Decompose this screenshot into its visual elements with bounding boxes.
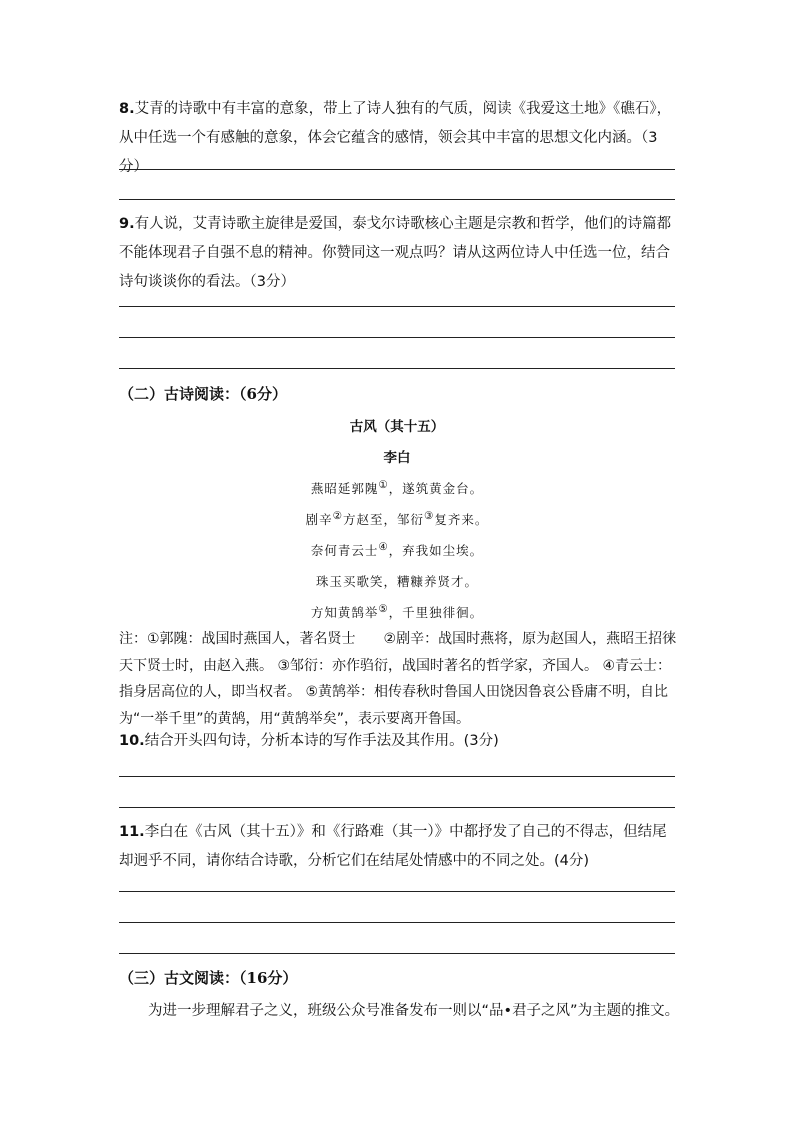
poem-line: 方知黄鹄举⑤，千里独徘徊。: [310, 603, 484, 621]
section-2-title: （二）古诗阅读：（6分）: [119, 385, 287, 403]
poem-line: 燕昭延郭隗①，遂筑黄金台。: [310, 479, 484, 497]
question-11-text: 李白在《古风（其十五）》和《行路难（其一）》中都抒发了自己的不得志，但结尾却迥乎不同，请你结合诗歌，分析它们在结尾处情感中的不同之处。(4分): [119, 824, 667, 869]
poem-line: 剧辛②方赵至，邹衍③复齐来。: [305, 510, 489, 528]
poem-line: 珠玉买歌笑，糟糠养贤才。: [315, 574, 478, 589]
poem-author: 李白: [383, 450, 411, 466]
question-9: [119, 210, 675, 297]
question-10-text: 结合开头四句诗，分析本诗的写作手法及其作用。(3分): [144, 733, 499, 749]
question-8-number: 8.: [119, 101, 135, 117]
poem-line: 奈何青云士④，弃我如尘埃。: [310, 541, 484, 559]
question-9-text: 有人说，艾青诗歌主旋律是爱国，泰戈尔诗歌核心主题是宗教和哲学，他们的诗篇都不能体现君子自强不息的精神。你赞同这一观点吗？请从这两位诗人中任选一位，结合诗句谈谈你的看法。（3分）: [119, 216, 672, 290]
answer-line[interactable]: [119, 306, 675, 307]
answer-line[interactable]: [119, 199, 675, 200]
question-10: [119, 727, 675, 756]
answer-line[interactable]: [119, 953, 675, 954]
answer-line[interactable]: [119, 922, 675, 923]
question-10-number: 10.: [119, 733, 145, 749]
section-3-intro: 为进一步理解君子之义，班级公众号准备发布一则以“品•君子之风”为主题的推文。: [148, 1003, 680, 1019]
answer-line[interactable]: [119, 368, 675, 369]
answer-line[interactable]: [119, 337, 675, 338]
poem-title: 古风（其十五）: [349, 419, 445, 435]
question-8-text: 艾青的诗歌中有丰富的意象，带上了诗人独有的气质，阅读《我爱这土地》《礁石》，从中任选一个有感触的意象，体会它蕴含的感情，领会其中丰富的思想文化内涵。（3分）: [119, 101, 672, 175]
answer-line[interactable]: [119, 807, 675, 808]
poem-notes: 注：①郭隗：战国时燕国人，著名贤士 ②剧辛：战国时燕将，原为赵国人，燕昭王招徕天下贤士时，由赵入燕。 ③邹衍：亦作驺衍，战国时著名的哲学家，齐国人。 ④青云士：指身居高位的人，即当权者。 ⑤黄鹄举：相传春秋时鲁国人田饶因鲁哀公昏庸不明，自比为“一举千里”的黄鹄，用“黄鹄举矣”，表示要离开鲁国。: [119, 631, 677, 727]
section-3-title: （三）古文阅读：（16分）: [119, 969, 298, 987]
question-9-number: 9.: [119, 216, 135, 232]
question-11: [119, 818, 675, 876]
answer-line[interactable]: [119, 891, 675, 892]
question-11-number: 11.: [119, 824, 145, 840]
answer-line[interactable]: [119, 776, 675, 777]
answer-line[interactable]: [119, 169, 675, 170]
